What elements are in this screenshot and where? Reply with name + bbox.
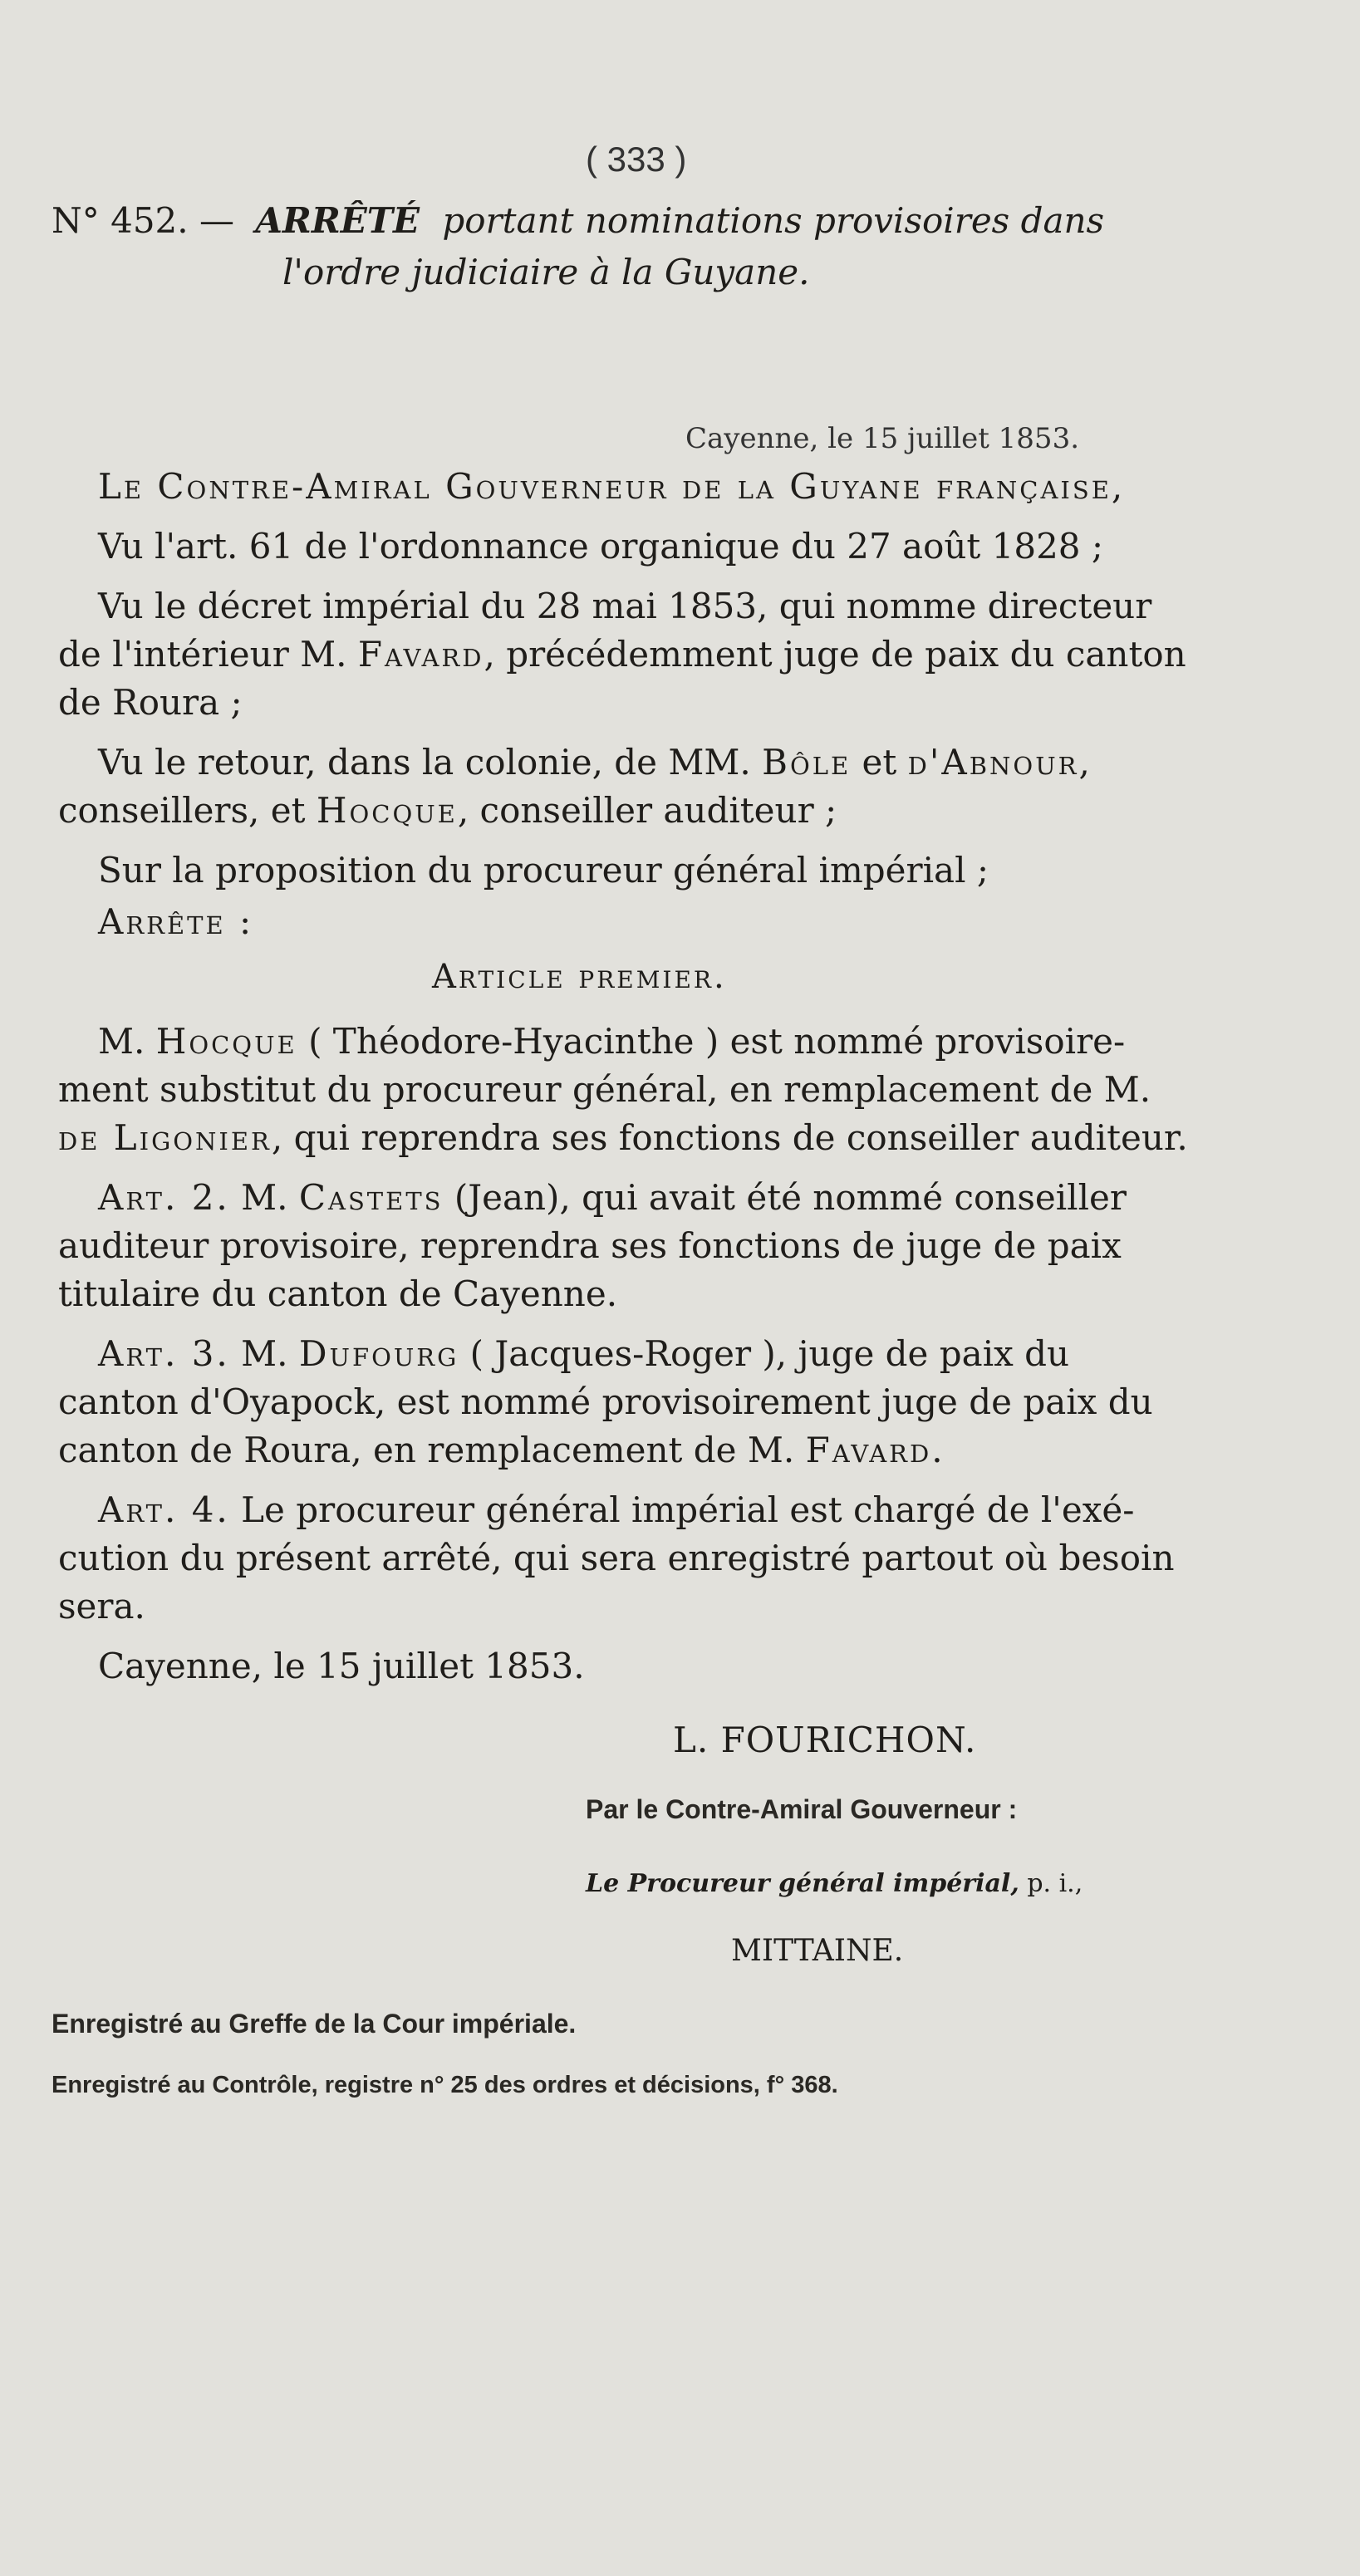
decree-subtitle-line1: portant nominations provisoires dans: [442, 200, 1105, 241]
article-label: Art. 4.: [98, 1489, 230, 1530]
decree-number: N° 452. —: [52, 200, 234, 241]
decree-heading: [52, 198, 1104, 244]
article-3-line: canton de Roura, en remplacement de M. Favard.: [58, 1430, 943, 1470]
countersign-name: MITTAINE.: [731, 1934, 904, 1968]
article-2-line: titulaire du canton de Cayenne.: [58, 1273, 618, 1314]
article-1-line: de Ligonier, qui reprendra ses fonctions de conseiller auditeur.: [58, 1117, 1188, 1158]
preamble-line: Vu le décret impérial du 28 mai 1853, qui nomme directeur: [98, 586, 1152, 626]
preamble-line: conseillers, et Hocque, conseiller auditeur ;: [58, 790, 837, 831]
article-2-line: auditeur provisoire, reprendra ses fonctions de juge de paix: [58, 1225, 1122, 1266]
article-2-line: Art. 2. M. Castets (Jean), qui avait été nommé conseiller: [98, 1177, 1127, 1218]
person-name: de Ligonier: [58, 1117, 272, 1158]
decree-title: ARRÊTÉ: [255, 200, 420, 241]
article-4-line: Art. 4. Le procureur général impérial est chargé de l'exé-: [98, 1489, 1135, 1530]
dateline: Cayenne, le 15 juillet 1853.: [685, 422, 1080, 455]
preamble-line: de Roura ;: [58, 682, 243, 723]
person-name: Favard: [805, 1430, 932, 1470]
article-1-line: M. Hocque ( Théodore-Hyacinthe ) est nommé provisoire-: [98, 1021, 1126, 1062]
person-name: d'Abnour: [907, 742, 1079, 783]
article-label: Art. 3.: [98, 1333, 230, 1374]
preamble-line: Vu le retour, dans la colonie, de MM. Bôle et d'Abnour,: [98, 742, 1090, 783]
preamble-title: Le Contre-Amiral Gouverneur de la Guyane française,: [98, 466, 1126, 507]
person-name: Hocque: [155, 1021, 297, 1062]
signature-name: L. FOURICHON.: [673, 1720, 977, 1760]
arrete-label: Arrête :: [98, 901, 254, 942]
person-name: Hocque: [316, 790, 458, 831]
article-4-line: cution du présent arrêté, qui sera enregistré partout où besoin: [58, 1538, 1175, 1578]
signature-office: Le Procureur général impérial, p. i.,: [586, 1869, 1083, 1898]
page-number: ( 333 ): [586, 140, 687, 179]
closing-date: Cayenne, le 15 juillet 1853.: [98, 1646, 585, 1686]
signature-by: Par le Contre-Amiral Gouverneur :: [586, 1794, 1018, 1824]
footnote-controle: Enregistré au Contrôle, registre n° 25 des ordres et décisions, f° 368.: [52, 2072, 838, 2098]
article-3-line: Art. 3. M. Dufourg ( Jacques-Roger ), juge de paix du: [98, 1333, 1070, 1374]
person-name: Castets: [298, 1177, 444, 1218]
person-name: Bôle: [762, 742, 852, 783]
preamble-line: Sur la proposition du procureur général impérial ;: [98, 850, 989, 891]
footnote-greffe: Enregistré au Greffe de la Cour impériale.: [52, 2009, 577, 2039]
article-heading: Article premier.: [432, 958, 727, 996]
person-name: Favard: [357, 634, 484, 675]
article-label: Art. 2.: [98, 1177, 230, 1218]
article-1-line: ment substitut du procureur général, en remplacement de M.: [58, 1069, 1151, 1110]
article-4-line: sera.: [58, 1586, 145, 1627]
preamble-line: Vu l'art. 61 de l'ordonnance organique du 27 août 1828 ;: [98, 526, 1104, 567]
article-3-line: canton d'Oyapock, est nommé provisoirement juge de paix du: [58, 1381, 1153, 1422]
preamble-line: de l'intérieur M. Favard, précédemment juge de paix du canton: [58, 634, 1186, 675]
decree-subtitle-line2: l'ordre judiciaire à la Guyane.: [282, 252, 810, 292]
person-name: Dufourg: [298, 1333, 459, 1374]
